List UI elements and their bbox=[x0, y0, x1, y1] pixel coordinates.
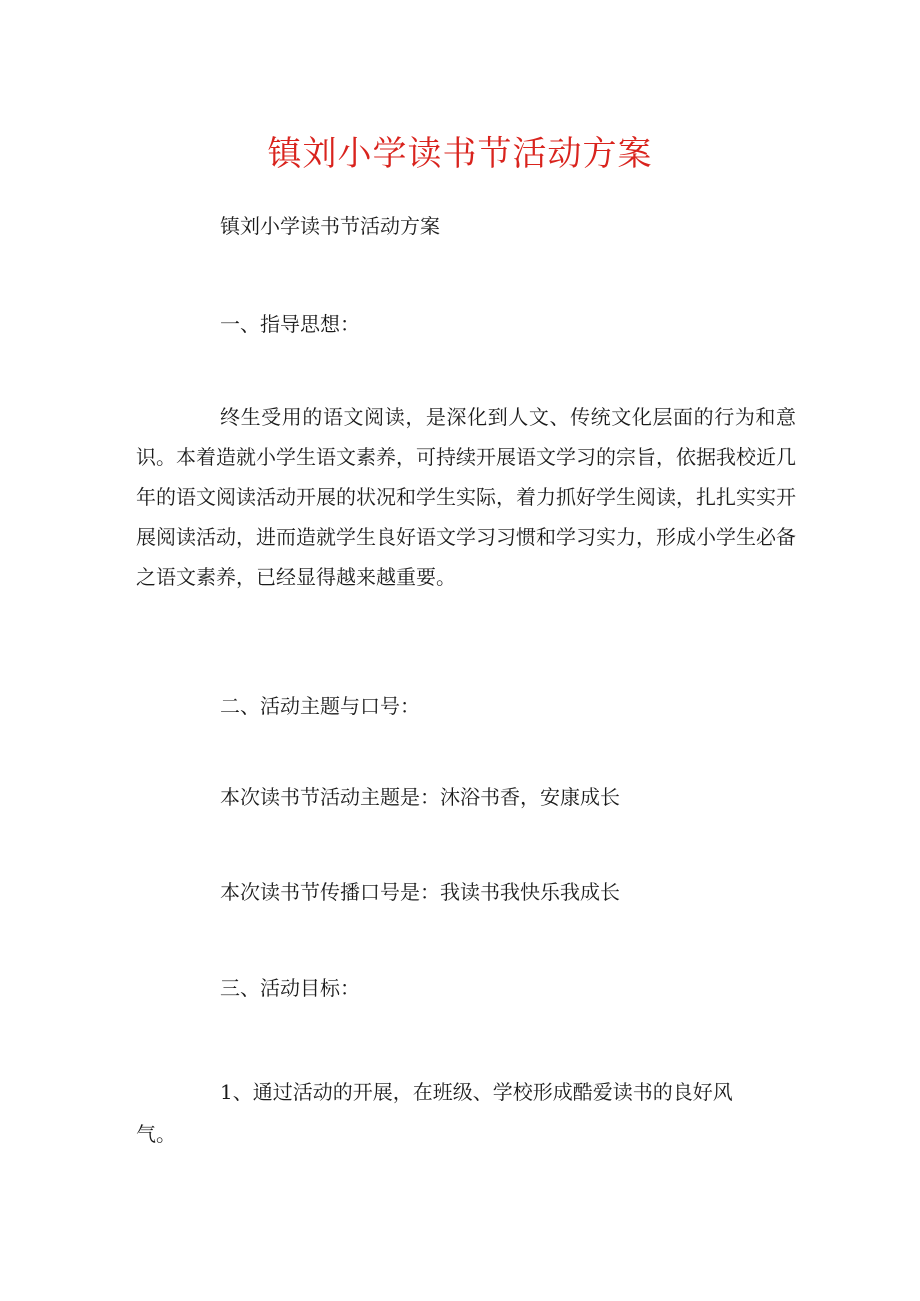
section-heading-guiding-thought: 一、指导思想： bbox=[220, 312, 360, 336]
goal-item-1: 1、通过活动的开展，在班级、学校形成酷爱读书的良好风气。 bbox=[136, 1080, 733, 1146]
document-title: 镇刘小学读书节活动方案 bbox=[267, 134, 653, 174]
paragraph-guiding-thought: 终生受用的语文阅读，是深化到人文、传统文化层面的行为和意识。本着造就小学生语文素养，可持续开展语文学习的宗旨，依据我校近几年的语文阅读活动开展的状况和学生实际，着力抓好学生阅读，扎扎实实开展阅读活动，进而造就学生良好语文学习习惯和学习实力，形成小学生必备之语文素养，已经显得越来越重要。 bbox=[136, 405, 796, 589]
document-subtitle: 镇刘小学读书节活动方案 bbox=[220, 214, 440, 238]
section-heading-theme-slogan: 二、活动主题与口号： bbox=[220, 694, 420, 718]
section-heading-goals: 三、活动目标： bbox=[220, 976, 360, 1000]
slogan-line: 本次读书节传播口号是：我读书我快乐我成长 bbox=[220, 880, 620, 904]
theme-line: 本次读书节活动主题是：沐浴书香，安康成长 bbox=[220, 785, 620, 809]
